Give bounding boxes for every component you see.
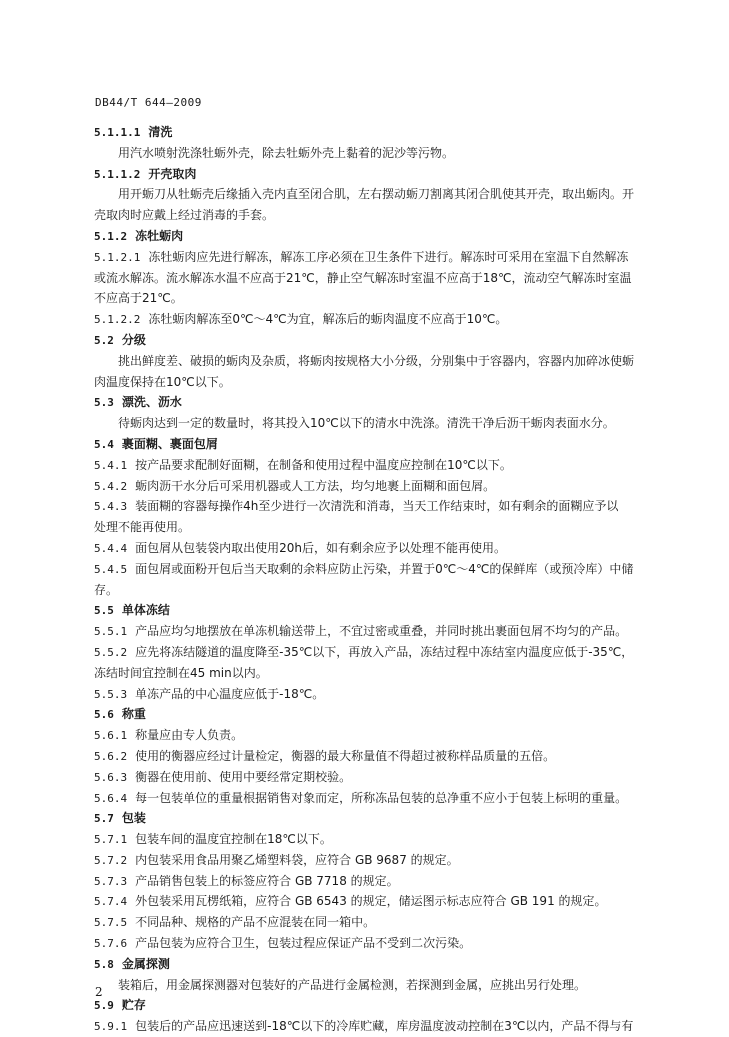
clause-line <box>94 912 679 933</box>
heading-title: 开壳取肉 <box>148 166 197 181</box>
clause-text: 包装后的产品应迅速送到-18℃以下的冷库贮藏，库房温度波动控制在3℃以内，产品不得与有 <box>135 1019 634 1034</box>
clause-text: 冻牡蛎肉解冻至0℃～4℃为宜，解冻后的蛎肉温度不应高于10℃。 <box>148 312 508 327</box>
clause-number: 5.7.1 <box>94 833 128 847</box>
clause-text: 产品销售包装上的标签应符合 GB 7718 的规定。 <box>135 873 399 888</box>
clause-number: 5.4.4 <box>94 541 128 555</box>
clause-text: 包装车间的温度宜控制在18℃以下。 <box>135 832 332 847</box>
clause-number: 5.4.5 <box>94 562 128 576</box>
continuation-line: 不应高于21℃。 <box>94 291 183 306</box>
heading-title: 贮存 <box>121 998 146 1013</box>
clause-number: 5.9.1 <box>94 1020 128 1034</box>
clause-number: 5.1.2 <box>94 229 128 243</box>
clause-number: 5.6.3 <box>94 770 128 784</box>
clause-line <box>94 871 679 892</box>
clause-text: 使用的衡器应经过计量检定，衡器的最大称量值不得超过被称样品质量的五倍。 <box>135 748 556 763</box>
clause-line <box>94 788 679 809</box>
clause-text: 每一包装单位的重量根据销售对象而定，所称冻品包装的总净重不应小于包装上标明的重量。 <box>135 790 628 805</box>
clause-text: 单冻产品的中心温度应低于-18℃。 <box>135 686 325 701</box>
clause-number: 5.6.1 <box>94 729 128 743</box>
clause-number: 5.2 <box>94 333 114 347</box>
section-heading <box>94 392 679 413</box>
document-code: DB44/T 644—2009 <box>95 96 202 109</box>
clause-line <box>94 933 679 954</box>
clause-text: 面包屑从包装袋内取出使用20h后，如有剩余应予以处理不能再使用。 <box>135 540 507 555</box>
clause-text: 应先将冻结隧道的温度降至-35℃以下，再放入产品，冻结过程中冻结室内温度应低于-35℃， <box>135 644 634 659</box>
heading-title: 单体冻结 <box>121 603 170 618</box>
heading-title: 称重 <box>121 707 146 722</box>
continuation-line: 或流水解冻。流水解冻水温不应高于21℃，静止空气解冻时室温不应高于18℃，流动空气解冻时室温 <box>94 270 632 285</box>
paragraph-line: 用汽水喷射洗涤牡蛎外壳，除去牡蛎外壳上黏着的泥沙等污物。 <box>118 145 455 160</box>
clause-number: 5.6 <box>94 708 114 722</box>
clause-number: 5.7.4 <box>94 895 128 909</box>
clause-line <box>94 725 679 746</box>
clause-line <box>94 559 679 580</box>
section-heading <box>94 434 679 455</box>
clause-line <box>94 891 679 912</box>
continuation-line: 壳取肉时应戴上经过消毒的手套。 <box>94 208 275 223</box>
paragraph-line: 装箱后，用金属探测器对包装好的产品进行金属检测，若探测到金属，应挑出另行处理。 <box>118 977 587 992</box>
heading-title: 清洗 <box>148 125 173 139</box>
clause-number: 5.7.5 <box>94 916 128 930</box>
clause-line <box>94 455 679 476</box>
clause-number: 5.4.3 <box>94 500 128 514</box>
section-heading <box>94 954 679 975</box>
clause-text: 冻牡蛎肉应先进行解冻，解冻工序必须在卫生条件下进行。解冻时可采用在室温下自然解冻 <box>148 249 629 264</box>
clause-line <box>94 746 679 767</box>
continuation-line: 冻结时间宜控制在45 min以内。 <box>94 665 268 680</box>
section-heading <box>94 122 679 143</box>
section-heading <box>94 704 679 725</box>
heading-title: 冻牡蛎肉 <box>135 228 184 243</box>
clause-text: 蛎肉沥干水分后可采用机器或人工方法，均匀地裹上面糊和面包屑。 <box>135 478 496 493</box>
clause-text: 不同品种、规格的产品不应混装在同一箱中。 <box>135 915 376 930</box>
heading-title: 金属探测 <box>121 956 170 971</box>
clause-number: 5.4.2 <box>94 479 128 493</box>
clause-text: 称量应由专人负责。 <box>135 728 244 743</box>
clause-text: 产品应均匀地摆放在单冻机输送带上，不宜过密或重叠，并同时挑出裹面包屑不均匀的产品。 <box>135 624 628 639</box>
clause-number: 5.5.1 <box>94 625 128 639</box>
clause-number: 5.7.2 <box>94 853 128 867</box>
page-number: 2 <box>95 985 103 999</box>
clause-number: 5.7.3 <box>94 874 128 888</box>
section-heading <box>94 330 679 351</box>
clause-line <box>94 496 679 517</box>
continuation-line: 存。 <box>94 582 119 597</box>
section-heading <box>94 808 679 829</box>
clause-number: 5.1.1.1 <box>94 126 141 139</box>
paragraph-line: 挑出鲜度差、破损的蛎肉及杂质，将蛎肉按规格大小分级，分别集中于容器内，容器内加碎冰使蛎 <box>118 353 635 368</box>
clause-number: 5.9 <box>94 999 114 1013</box>
clause-number: 5.5 <box>94 604 114 618</box>
clause-line <box>94 476 679 497</box>
section-heading <box>94 226 679 247</box>
clause-line <box>94 684 679 705</box>
clause-line <box>94 538 679 559</box>
clause-number: 5.6.2 <box>94 749 128 763</box>
heading-title: 分级 <box>121 332 146 347</box>
clause-number: 5.1.2.2 <box>94 313 141 327</box>
clause-number: 5.7.6 <box>94 937 128 951</box>
continuation-line: 处理不能再使用。 <box>94 520 191 535</box>
heading-title: 裹面糊、裹面包屑 <box>121 436 218 451</box>
clause-number: 5.5.3 <box>94 687 128 701</box>
clause-line <box>94 247 679 268</box>
continuation-line: 肉温度保持在10℃以下。 <box>94 374 231 389</box>
clause-line <box>94 621 679 642</box>
clause-line <box>94 642 679 663</box>
clause-line <box>94 1016 679 1037</box>
clause-number: 5.3 <box>94 396 114 410</box>
clause-number: 5.5.2 <box>94 645 128 659</box>
heading-title: 包装 <box>121 811 146 826</box>
clause-number: 5.4.1 <box>94 458 128 472</box>
clause-number: 5.7 <box>94 812 114 826</box>
clause-line <box>94 309 679 330</box>
section-heading <box>94 164 679 185</box>
clause-number: 5.6.4 <box>94 791 128 805</box>
clause-line <box>94 850 679 871</box>
clause-line <box>94 829 679 850</box>
clause-number: 5.8 <box>94 957 114 971</box>
clause-text: 外包装采用瓦楞纸箱，应符合 GB 6543 的规定，储运图示标志应符合 GB 191 的规定。 <box>135 894 607 909</box>
clause-number: 5.1.2.1 <box>94 250 141 264</box>
document-body <box>94 122 679 1037</box>
section-heading <box>94 995 679 1016</box>
heading-title: 漂洗、沥水 <box>121 395 182 410</box>
clause-text: 产品包装为应符合卫生，包装过程应保证产品不受到二次污染。 <box>135 936 472 951</box>
clause-number: 5.1.1.2 <box>94 167 141 181</box>
clause-text: 装面糊的容器每操作4h至少进行一次清洗和消毒，当天工作结束时，如有剩余的面糊应予以 <box>135 499 619 514</box>
clause-text: 衡器在使用前、使用中要经常定期校验。 <box>135 769 352 784</box>
clause-text: 面包屑或面粉开包后当天取剩的余料应防止污染，并置于0℃～4℃的保鲜库（或预冷库）中储 <box>135 561 634 576</box>
paragraph-line: 用开蛎刀从牡蛎壳后缘插入壳内直至闭合肌，左右摆动蛎刀割离其闭合肌使其开壳，取出蛎肉。开 <box>118 187 635 202</box>
section-heading <box>94 600 679 621</box>
clause-line <box>94 767 679 788</box>
paragraph-line: 待蛎肉达到一定的数量时，将其投入10℃以下的清水中洗涤。清洗干净后沥干蛎肉表面水分。 <box>118 416 615 431</box>
clause-text: 内包装采用食品用聚乙烯塑料袋，应符合 GB 9687 的规定。 <box>135 852 459 867</box>
clause-number: 5.4 <box>94 437 114 451</box>
clause-text: 按产品要求配制好面糊，在制备和使用过程中温度应控制在10℃以下。 <box>135 457 512 472</box>
